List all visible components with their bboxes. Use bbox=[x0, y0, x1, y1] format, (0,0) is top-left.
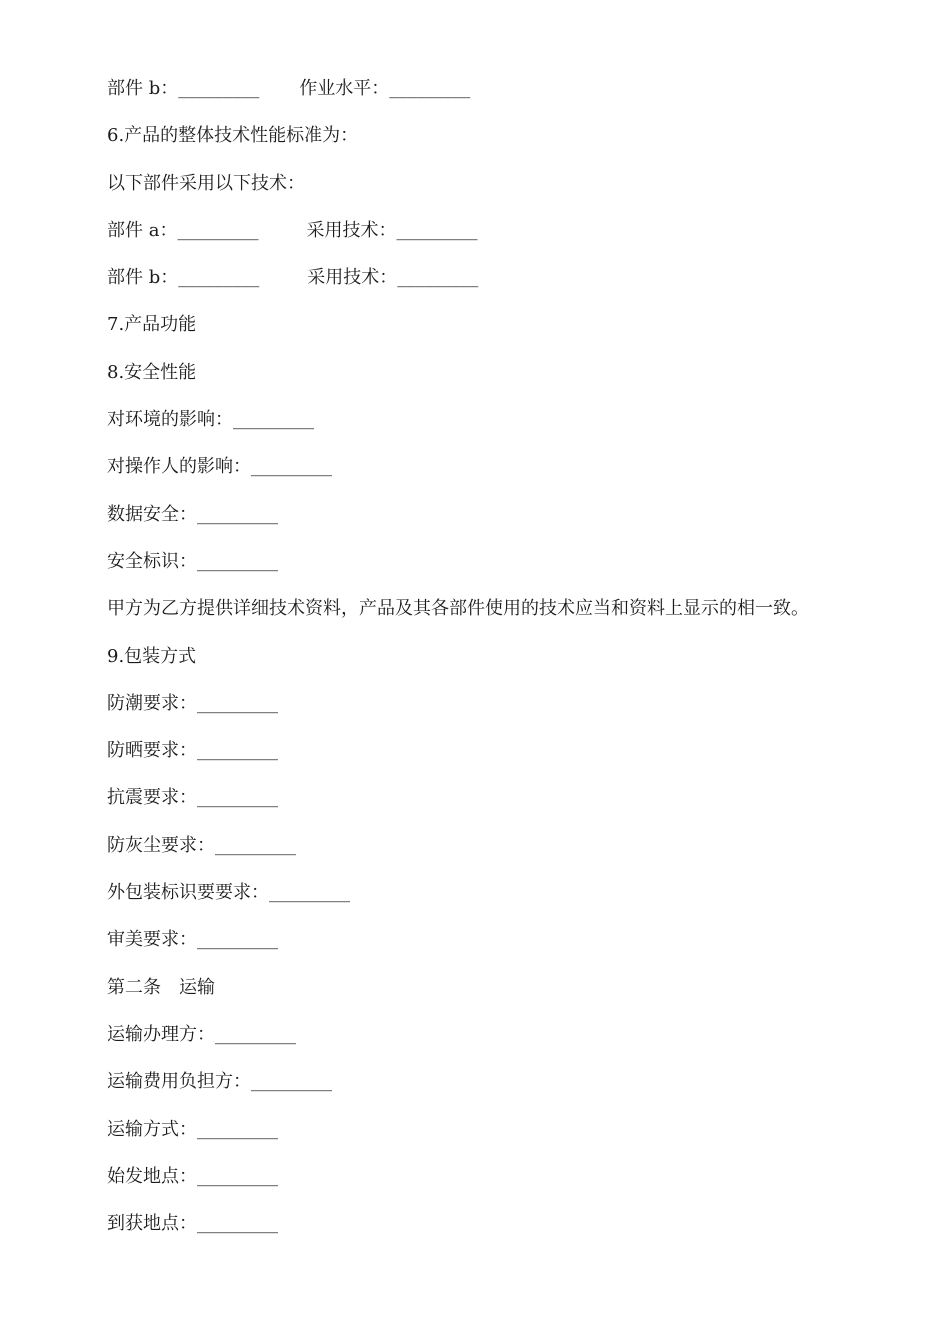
safety-label-field: 安全标识：_________ bbox=[107, 550, 278, 572]
component-b-field: 部件 b：_________ bbox=[107, 78, 260, 99]
environment-impact-field: 对环境的影响：_________ bbox=[107, 409, 314, 431]
article-2-heading: 第二条 运输 bbox=[107, 976, 215, 998]
data-security-field: 数据安全：_________ bbox=[107, 503, 278, 525]
component-b-work-level-line bbox=[107, 74, 867, 121]
moisture-proof-field: 防潮要求：_________ bbox=[107, 692, 278, 714]
origin-location-field: 始发地点：_________ bbox=[107, 1165, 278, 1187]
transport-cost-bearer-field: 运输费用负担方：_________ bbox=[107, 1071, 332, 1093]
tech-docs-paragraph: 甲方为乙方提供详细技术资料，产品及其各部件使用的技术应当和资料上显示的相一致。 bbox=[107, 598, 809, 620]
section-7-heading: 7.产品功能 bbox=[107, 314, 197, 336]
component-a-tech-line bbox=[107, 216, 867, 263]
transport-method-field: 运输方式：_________ bbox=[107, 1118, 278, 1140]
component-b-tech-line bbox=[107, 263, 867, 310]
components-tech-intro: 以下部件采用以下技术： bbox=[107, 172, 305, 194]
component-b-tech-field: 采用技术：_________ bbox=[307, 267, 479, 289]
aesthetic-field: 审美要求：_________ bbox=[107, 929, 278, 951]
operator-impact-field: 对操作人的影响：_________ bbox=[107, 456, 332, 478]
dust-proof-field: 防灰尘要求：_________ bbox=[107, 834, 296, 856]
document-page bbox=[107, 74, 867, 1256]
section-8-heading: 8.安全性能 bbox=[107, 361, 197, 383]
outer-package-label-field: 外包装标识要要求：_________ bbox=[107, 882, 350, 904]
section-6-heading: 6.产品的整体技术性能标准为： bbox=[107, 125, 359, 147]
sun-proof-field: 防晒要求：_________ bbox=[107, 740, 278, 762]
component-b-field-2: 部件 b：_________ bbox=[107, 267, 260, 289]
component-a-tech-field: 采用技术：_________ bbox=[306, 219, 478, 241]
shock-proof-field: 抗震要求：_________ bbox=[107, 787, 278, 809]
destination-location-field: 到获地点：_________ bbox=[107, 1213, 278, 1235]
work-level-field: 作业水平：_________ bbox=[299, 78, 471, 99]
section-9-heading: 9.包装方式 bbox=[107, 645, 197, 667]
transport-handler-field: 运输办理方：_________ bbox=[107, 1023, 296, 1045]
component-a-field: 部件 a：_________ bbox=[107, 219, 259, 241]
